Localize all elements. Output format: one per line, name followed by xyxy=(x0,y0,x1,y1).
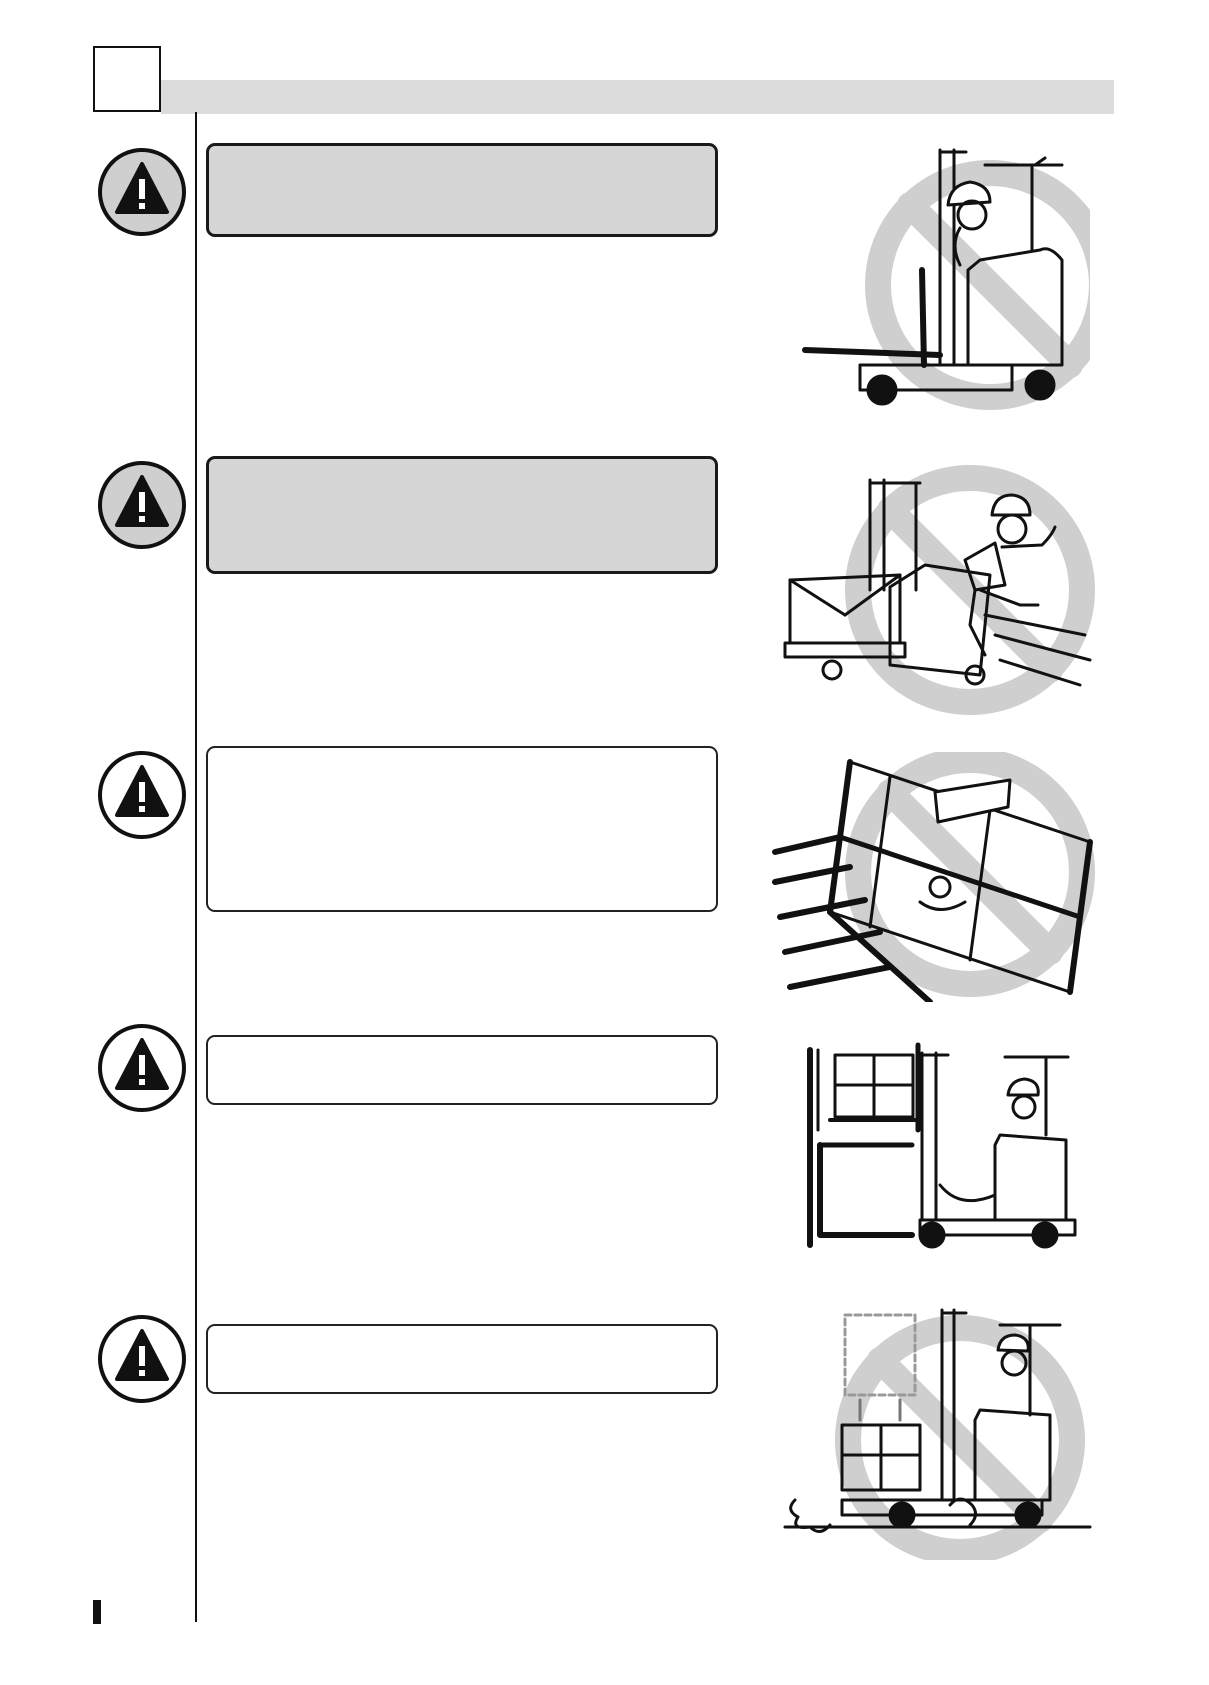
warning-text xyxy=(208,748,716,772)
warning-box xyxy=(206,456,718,574)
warning-text xyxy=(209,146,715,170)
warning-box xyxy=(206,1324,718,1394)
warning-box xyxy=(206,143,718,237)
prohibited-caught-between-racks-illustration xyxy=(770,752,1110,1002)
warning-icon xyxy=(96,459,188,551)
prohibited-reaching-out-of-cab-illustration xyxy=(800,140,1090,415)
page-edge-marker xyxy=(93,1600,101,1624)
warning-icon xyxy=(96,1313,188,1405)
warning-text xyxy=(208,1037,716,1061)
prohibited-dropping-load-illustration xyxy=(780,1305,1100,1560)
margin-rule xyxy=(195,112,197,1622)
correct-load-in-rack-illustration xyxy=(800,1035,1090,1255)
warning-icon xyxy=(96,1022,188,1114)
prohibited-jumping-off-forklift-illustration xyxy=(780,465,1100,725)
section-title-bar xyxy=(161,80,1114,114)
warning-text xyxy=(208,1326,716,1350)
warning-icon xyxy=(96,146,188,238)
warning-text xyxy=(209,459,715,483)
section-number-box xyxy=(93,46,161,112)
warning-box xyxy=(206,746,718,912)
warning-icon xyxy=(96,749,188,841)
warning-box xyxy=(206,1035,718,1105)
